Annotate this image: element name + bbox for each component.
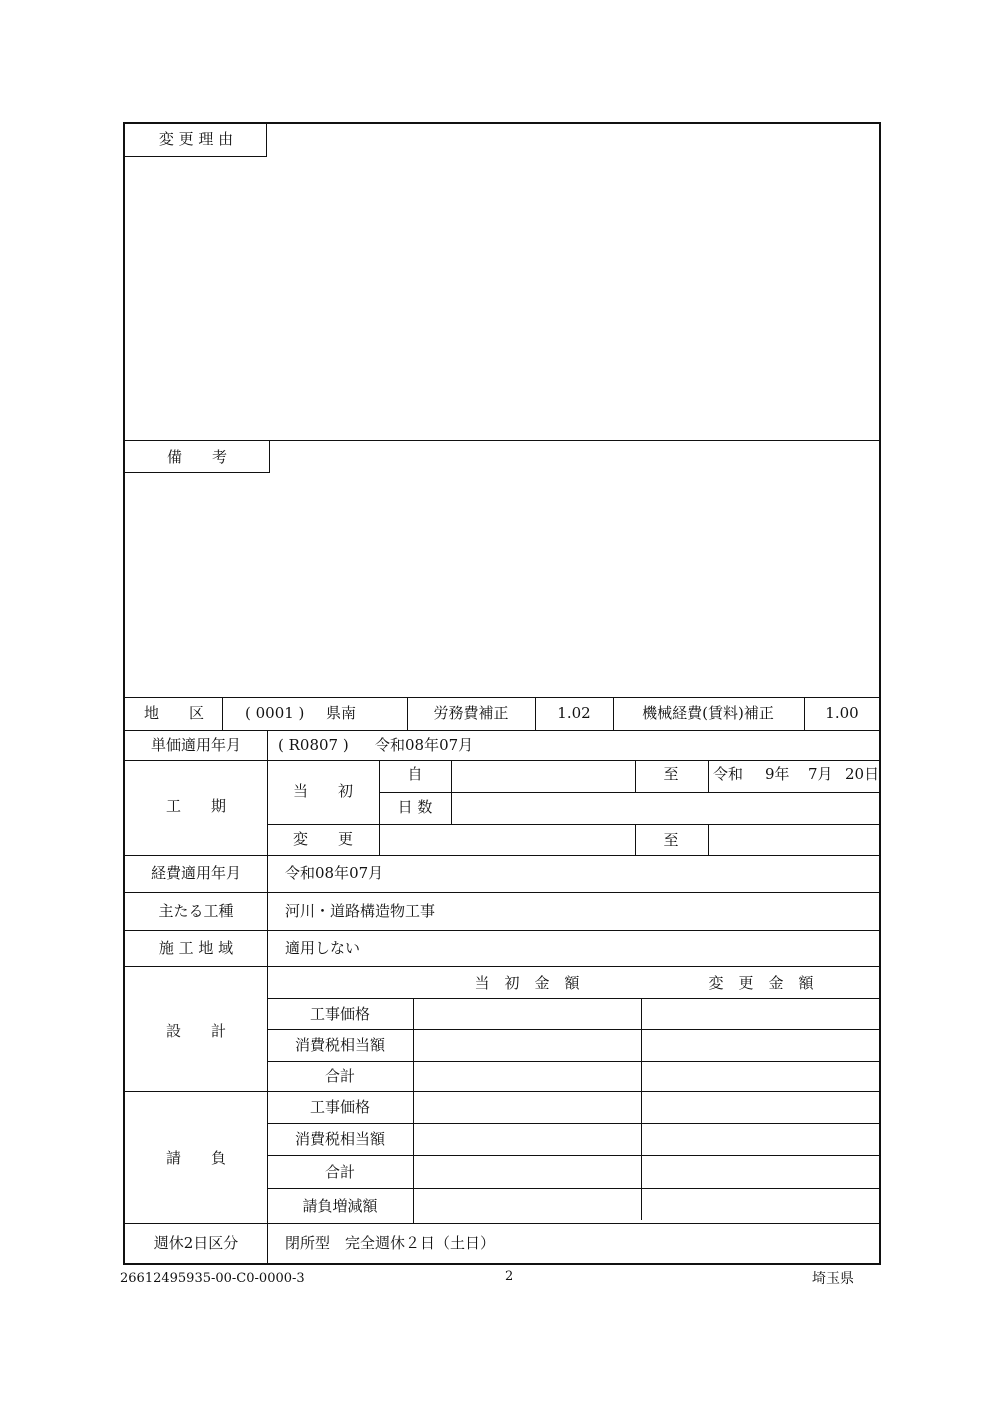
period-initial-label: 当 初 <box>292 782 354 800</box>
contract-diff-value[interactable] <box>414 1189 881 1223</box>
contract-tax-label: 消費税相当額 <box>294 1130 386 1148</box>
period-change-from-value[interactable] <box>380 825 635 855</box>
labor-correction-label: 労務費補正 <box>433 704 509 722</box>
unit-price-label: 単価適用年月 <box>150 736 242 754</box>
machine-correction-value: 1.00 <box>825 704 859 722</box>
design-price-initial[interactable] <box>414 999 641 1029</box>
weekly-holiday-value: 閉所型 完全週休２日（土日） <box>285 1234 496 1252</box>
period-change-to-label: 至 <box>663 831 679 849</box>
contract-tax-change[interactable] <box>642 1124 881 1155</box>
period-to-year: 9年 <box>765 765 790 783</box>
design-price-change[interactable] <box>642 999 881 1029</box>
expense-value: 令和08年07月 <box>285 864 384 882</box>
page-number: 2 <box>505 1269 514 1284</box>
amount-header-change: 変 更 金 額 <box>708 974 814 992</box>
period-to-label: 至 <box>663 765 679 783</box>
form-frame <box>123 122 881 1265</box>
design-total-change[interactable] <box>642 1062 881 1091</box>
period-to-era: 令和 <box>713 765 744 783</box>
contract-tax-initial[interactable] <box>414 1124 641 1155</box>
design-tax-change[interactable] <box>642 1030 881 1061</box>
design-total-label: 合計 <box>324 1067 356 1085</box>
construction-area-label: 施 工 地 域 <box>158 939 234 957</box>
design-label: 設 計 <box>165 1022 227 1040</box>
period-change-to-value[interactable] <box>709 825 881 855</box>
unit-price-code: ( R0807 ) <box>278 736 349 754</box>
contract-total-change[interactable] <box>642 1156 881 1188</box>
remarks-label: 備 考 <box>166 448 228 466</box>
period-to-month: 7月 <box>808 765 833 783</box>
weekly-holiday-label: 週休2日区分 <box>153 1234 239 1252</box>
construction-area-value: 適用しない <box>285 939 361 957</box>
issuer-name: 埼玉県 <box>812 1271 854 1287</box>
design-tax-label: 消費税相当額 <box>294 1036 386 1054</box>
reason-text-area[interactable] <box>267 124 881 440</box>
contract-total-initial[interactable] <box>414 1156 641 1188</box>
period-from-label: 自 <box>407 765 423 783</box>
unit-price-value: 令和08年07月 <box>375 736 474 754</box>
contract-price-change[interactable] <box>642 1092 881 1123</box>
district-name: 県南 <box>326 704 357 722</box>
remarks-text-area[interactable] <box>270 441 881 696</box>
amount-header-initial: 当 初 金 額 <box>474 974 580 992</box>
main-work-value: 河川・道路構造物工事 <box>285 902 436 920</box>
labor-correction-value: 1.02 <box>557 704 591 722</box>
contract-price-initial[interactable] <box>414 1092 641 1123</box>
design-price-label: 工事価格 <box>309 1005 371 1023</box>
design-total-initial[interactable] <box>414 1062 641 1091</box>
district-code: ( 0001 ) <box>245 704 305 722</box>
contract-total-label: 合計 <box>324 1163 356 1181</box>
period-from-value[interactable] <box>452 761 635 792</box>
main-work-label: 主たる工種 <box>158 902 234 920</box>
period-days-value[interactable] <box>452 793 881 824</box>
document-id: 26612495935-00-C0-0000-3 <box>120 1271 305 1286</box>
period-days-label: 日 数 <box>397 798 433 816</box>
machine-correction-label: 機械経費(賃料)補正 <box>642 704 774 722</box>
period-label: 工 期 <box>165 797 227 815</box>
period-to-day: 20日 <box>845 765 880 783</box>
contract-price-label: 工事価格 <box>309 1098 371 1116</box>
contract-diff-label: 請負増減額 <box>302 1197 378 1215</box>
period-change-label: 変 更 <box>292 830 354 848</box>
district-label: 地 区 <box>143 704 205 722</box>
design-tax-initial[interactable] <box>414 1030 641 1061</box>
contract-label: 請 負 <box>165 1149 227 1167</box>
expense-label: 経費適用年月 <box>150 864 242 882</box>
reason-label: 変 更 理 由 <box>158 130 234 148</box>
